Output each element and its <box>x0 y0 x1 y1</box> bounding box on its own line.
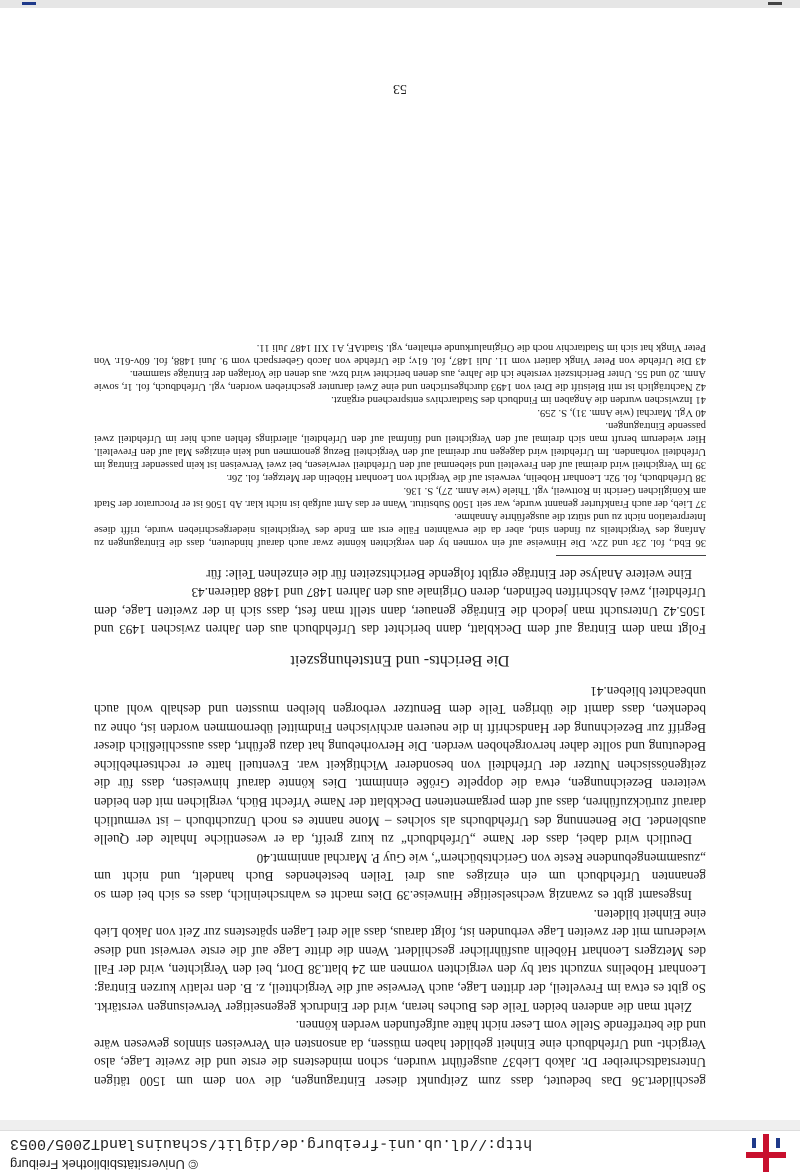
body-paragraph-4: Deutlich wird dabei, dass der Name „Urfehdbuch“ zu kurz greift, da er wesentliche Inhalte der Quelle ausblendet. Die Benennung des Urfehdbuchs als solches – Mone nannte es noch Unzuchtbuch – ist vermutlich darauf zurückzuführen, dass auf dem pergamentenen Deckblatt der Name Vrfecht Büch, verglichen mit den beiden weiteren Bezeichnungen, etwa die doppelte Größe einnimmt. Dies könnte darauf hinweisen, dass für die zeitgenössischen Nutzer der Urfehdteil von besonderer Wichtigkeit war. Eventuell hatte er rechtserhebliche Bedeutung und sollte daher hervorgehoben werden. Die Hervorhebung hat dazu geführt, dass ausschließlich dieser Begriff zur Bezeichnung der Handschrift in die neueren archivischen Findmittel übernommen worden ist, ohne zu bedenken, dass damit die übrigen Teile dem Benutzer verborgen bleiben mussten und deshalb wohl auch unbeachtet blieben.41 <box>94 683 706 848</box>
footnote-38: 38 Urfehdbuch, fol. 92r. Leonhart Hobelin, verweist auf die Vergicht von Leonhart Höbelin der Metzger, fol. 26r. <box>226 471 706 483</box>
footnote-36: 36 Ebd., fol. 23r und 22v. Die Hinweise auf ein vornnen by den vergichten könnte zwar auch darauf hindeuten, dass die Eintragungen zu Anfang des Vergichteils zu finden sind, aber da die erwähnten Fälle erst am Ende des Vergichteils niedergeschrieben wurde, trifft diese Interpretation nicht zu und stützt die ausgeführte Annahme. <box>94 510 706 548</box>
footnote-41: 41 Inzwischen wurden die Angaben im Findbuch des Stadtarchivs entsprechend ergänzt. <box>331 393 706 405</box>
body-paragraph-3: Insgesamt gibt es zwanzig wechselseitige Hinweise.39 Dies macht es wahrscheinlich, dass es sich bei dem so genannten Urfehdbuch um ein einziges aus drei Teilen bestehendes Buch handelt, und nicht um „zusammengebundene Reste von Gerichtsbüchern“, wie Guy P. Marchal annimmt.40 <box>94 850 706 904</box>
footnote-divider <box>556 555 706 556</box>
ub-freiburg-logo <box>746 1134 786 1172</box>
header-divider <box>0 1130 800 1131</box>
header-shadow <box>0 1120 800 1130</box>
scroll-marker <box>22 2 36 5</box>
viewer-header <box>0 1130 800 1176</box>
footnote-39: 39 Im Vergichteil wird dreimal auf den Frevelteil und siebenmal auf den Urfehdteil verwiesen, bei zwei Verweisen ist kein passender Eintrag im Urfehdteil vorhanden. Im Urfehdteil wird dagegen nur dreimal auf den Vergichteil Bezug genommen und kein einziges Mal auf den Frevelteil. Hier wiederum beruft man sich dreimal auf den Vergichteil und fünfmal auf den Urfehdteil, allerdings fehlen auch hier im Urfehdteil zwei passende Eintragungen. <box>94 419 706 470</box>
footnote-40: 40 Vgl. Marchal (wie Anm. 31), S. 259. <box>537 406 706 418</box>
copyright-label: © Universitätsbibliothek Freiburg <box>10 1157 199 1172</box>
section-paragraph-1: Folgt man dem Eintrag auf dem Deckblatt, dann berichtet das Urfehdbuch aus den Jahren zwischen 1493 und 1505.42 Untersucht man jedoch die Einträge genauer, dann stellt man fest, dass sich in der zweiten Lage, dem Urfehdteil, zwei Abschriften befinden, deren Originale aus den Jahren 1487 und 1488 datieren.43 <box>94 585 706 638</box>
footnote-42: 42 Nachträglich ist mit Bleistift die Drei von 1493 durchgestrichen und eine Zwei darunter geschrieben worden, vgl. Urfehdbuch, fol. 1r, sowie Anm. 20 und 55. Unter Berichtszeit verstehe ich die Jahre, aus denen berichtet wird bzw. aus denen die Vorlagen der Einträge stammen. <box>94 367 706 392</box>
body-paragraph-2: Zieht man die anderen beiden Teile des Buches heran, wird der Eindruck gegenseitiger Verweisungen verstärkt. So gibt es etwa im Frevelteil, der dritten Lage, auch Verweise auf die Vergichtteil, z. B. den relativ kurzen Eintrag: Leonhart Hobelins vnzucht stat by den vergichten vornnen am 24 blatt.38 Dort, bei den Vergichten, wird der Fall des Metzgers Leonhart Höbelin ausführlicher geschildert. Wenn die dritte Lage auf die erste verweist und diese wiederum mit der zweiten Lage verbunden ist, folgt daraus, dass alle drei Lagen spätestens zur Zeit von Jakob Lieb eine Einheit bildeten. <box>94 906 706 1015</box>
document-page <box>94 10 706 1090</box>
section-heading: Die Berichts- und Entstehungszeit <box>290 651 510 669</box>
footnote-37: 37 Lieb, der auch Frankfurter genannt wurde, war seit 1500 Substitut. Wann er das Amt aufgab ist nicht klar. Ab 1506 ist er Procurator der Stadt am Königlichen Gericht in Rottweil, vgl. Thiele (wie Anm. 27), S. 136. <box>94 484 706 509</box>
source-url[interactable]: http://dl.ub.uni-freiburg.de/diglit/schauinslandT2005/0053 <box>10 1135 533 1152</box>
page-number: 53 <box>393 81 407 96</box>
viewer-bottom-bar <box>0 0 800 8</box>
body-paragraph-1: geschildert.36 Das bedeutet, dass zum Zeitpunkt dieser Eintragungen, die von dem um 1500 tätigen Unterstadtschreiber Dr. Jakob Lieb37 ausgeführt wurden, schon mindestens die erste und die zweite Lage, also Vergicht- und Urfehdbuch eine Einheit gebildet haben müssen, da ansonsten ein Verweisen sinnlos gewesen wäre und die betreffende Stelle vom Leser nicht hätte aufgefunden werden können. <box>94 1018 706 1089</box>
section-paragraph-2: Eine weitere Analyse der Einträge ergibt folgende Berichtszeiten für die einzelnen Teile: für <box>206 566 692 582</box>
footnote-43: 43 Die Urfehde von Peter Vingk datiert vom 11. Juli 1487, fol. 61v; die Urfehde von Jacob Geberspach vom 9. Juni 1488, fol. 60v-61r. Von Peter Vingk hat sich im Stadtarchiv noch die Originalurkunde erhalten, vgl. StadtAF, A1 XII 1487 Juli 11. <box>94 341 706 366</box>
scroll-marker <box>768 2 782 5</box>
